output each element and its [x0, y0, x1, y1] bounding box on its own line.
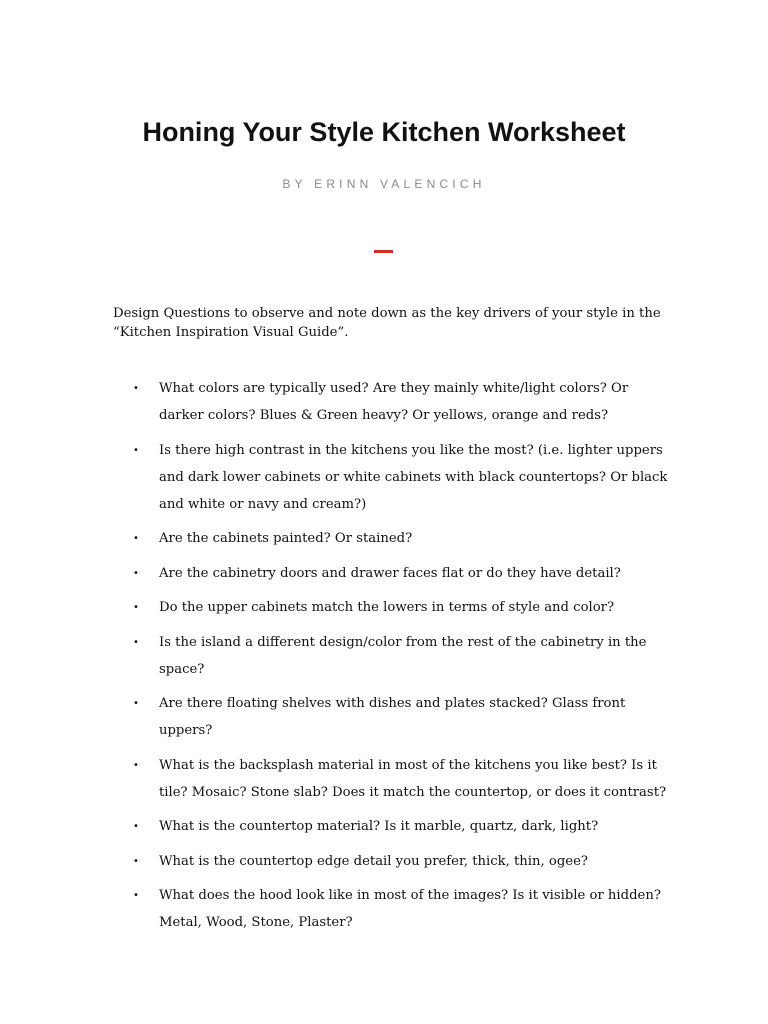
bullet-icon: • — [133, 444, 139, 456]
bullet-icon: • — [133, 890, 139, 901]
list-item — [113, 813, 673, 840]
question-text: Are there floating shelves with dishes and plates stacked? Glass front uppers? — [159, 696, 626, 738]
question-text: What is the backsplash material in most of the kitchens you like best? Is it tile? Mosaic? Stone slab? Does it match the countertop, or does it contrast? — [159, 757, 667, 800]
bullet-icon: • — [133, 759, 139, 771]
question-text: What does the hood look like in most of the images? Is it visible or hidden? Metal, Wood, Stone, Plaster? — [159, 888, 661, 930]
intro-paragraph: Design Questions to observe and note down as the key drivers of your style in the “Kitchen Inspiration Visual Guide”. — [113, 306, 661, 340]
list-item — [113, 848, 673, 875]
list-item — [113, 437, 673, 518]
list-item — [113, 690, 673, 744]
bullet-icon: • — [133, 533, 139, 544]
question-text: Is the island a different design/color from the rest of the cabinetry in the space? — [159, 634, 647, 677]
design-questions-list — [113, 375, 673, 944]
list-item — [113, 594, 673, 621]
bullet-icon: • — [133, 602, 139, 613]
question-text: What is the countertop material? Is it marble, quartz, dark, light? — [159, 819, 599, 834]
author-byline: BY ERINN VALENCICH — [282, 177, 486, 191]
list-item — [113, 882, 673, 936]
list-item — [113, 560, 673, 587]
question-text: Are the cabinets painted? Or stained? — [159, 531, 413, 546]
list-item — [113, 375, 673, 429]
list-item — [113, 752, 673, 806]
question-text: Is there high contrast in the kitchens you like the most? (i.e. lighter uppers and dark lower cabinets or white cabinets with black countertops? Or black and white or navy and cream?) — [159, 442, 668, 512]
question-text: Are the cabinetry doors and drawer faces flat or do they have detail? — [159, 565, 621, 581]
list-item — [113, 525, 673, 552]
bullet-icon: • — [133, 698, 139, 709]
bullet-icon: • — [133, 821, 139, 832]
list-item — [113, 629, 673, 683]
bullet-icon: • — [133, 636, 139, 648]
bullet-icon: • — [133, 855, 139, 867]
page-title: Honing Your Style Kitchen Worksheet — [142, 117, 626, 147]
bullet-icon: • — [133, 567, 139, 579]
question-text: Do the upper cabinets match the lowers in terms of style and color? — [159, 600, 615, 615]
question-text: What colors are typically used? Are they mainly white/light colors? Or darker colors? Blues & Green heavy? Or yellows, orange and reds? — [159, 381, 629, 423]
question-text: What is the countertop edge detail you prefer, thick, thin, ogee? — [159, 853, 588, 869]
red-accent-divider — [374, 250, 393, 253]
bullet-icon: • — [133, 383, 139, 394]
